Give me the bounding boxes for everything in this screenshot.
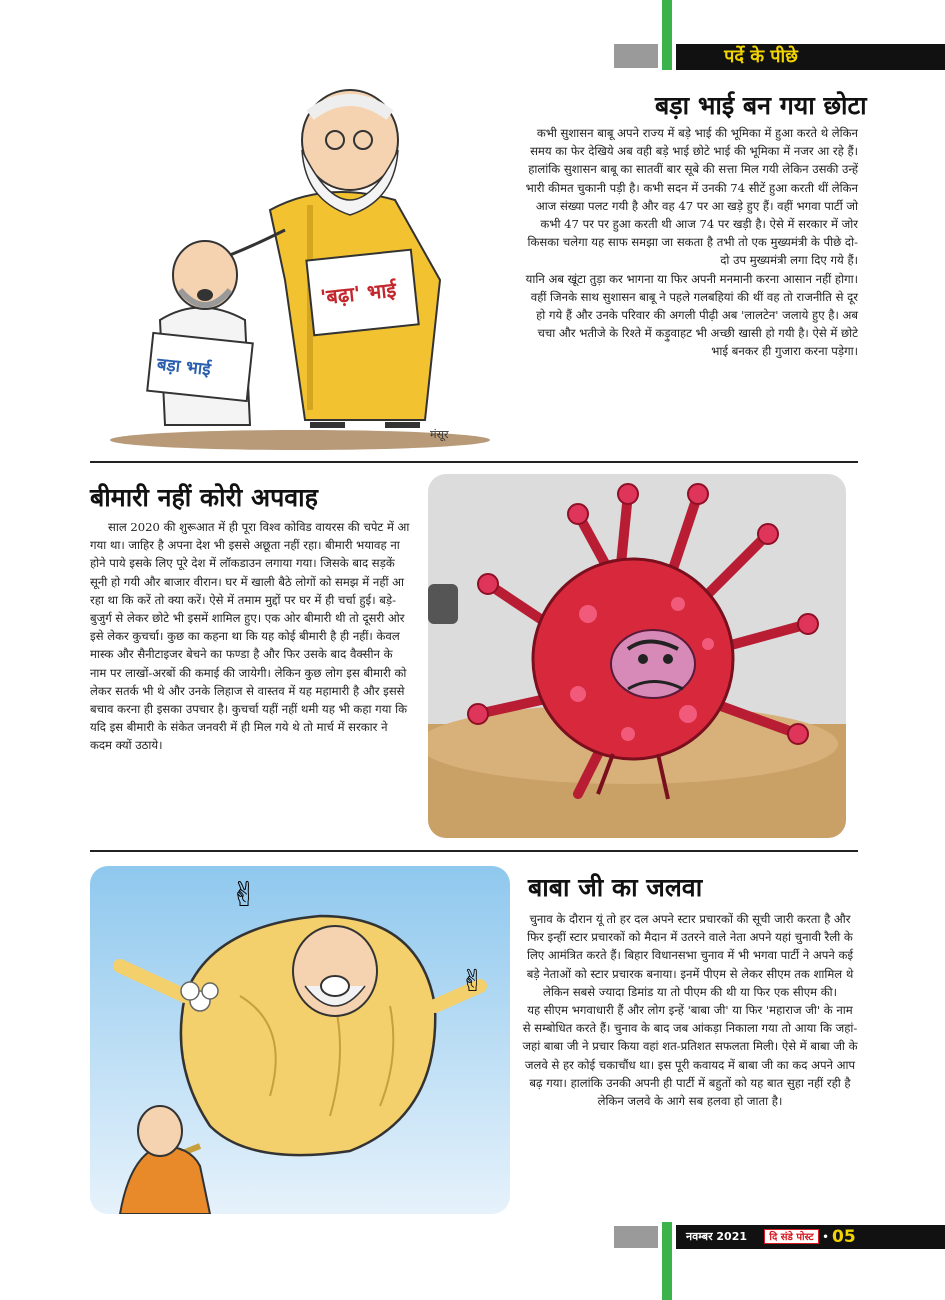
article-1-paragraph: कभी सुशासन बाबू अपने राज्य में बड़े भाई की भूमिका में हुआ करते थे लेकिन समय का फेर देखिये अब वही बड़े भाई छोटे भाई की भूमिका में नजर आ रहे हैं। हालांकि सुशासन बाबू का सातवीं बार सूबे की सत्ता मिल गयी लेकिन उसकी उन्हें भारी कीमत चुकानी पड़ी है। कभी सदन में उनकी 74 सीटें हुआ करती थीं लेकिन आज संख्या पलट गयी है और वह 47 पर आ खड़े हुए हैं। वहीं भगवा पार्टी जो कभी 47 पर पर हुआ करती थी आज 74 पर खड़ी है। ऐसे में सरकार में जोर किसका चलेगा यह साफ समझा जा सकता है तभी तो एक मुख्यमंत्री के पीछे दो-दो उप मुख्यमंत्री लगा दिए गये हैं। [525, 126, 858, 268]
article-3-body [522, 910, 858, 1110]
article-1-headline: बड़ा भाई बन गया छोटा [655, 91, 867, 120]
article-1-paragraph: यानि अब खूंटा तुड़ा कर भागना या फिर अपनी मनमानी करना आसान नहीं होगा। वहीं जिनके साथ सुशासन बाबू ने पहले गलबहियां की थीं वह तो राजनीति से दूर हो गये हैं और उनके परिवार की अगली पीढ़ी अब 'लालटेन' जलाये हुए है। अब चचा और भतीजे के रिश्ते में कड़ुवाहट भी अच्छी खासी हो गयी है। ऐसे में छोटे भाई बनकर ही गुजारा करना पड़ेगा। [525, 271, 858, 359]
cartoon-sign-big: 'बढ़ा' भाई [319, 277, 398, 310]
article-3-headline: बाबा जी का जलवा [528, 873, 703, 902]
footer-accent-bar [662, 1222, 672, 1300]
cartoon-sign-small: बड़ा भाई [155, 354, 212, 381]
article-2-headline: बीमारी नहीं कोरी अपवाह [90, 483, 318, 512]
footer-brand-logo: दि संडे पोस्ट [764, 1229, 819, 1244]
footer-separator-dot: • [822, 1230, 830, 1244]
article-1-body [522, 124, 858, 361]
cartoon-virus [428, 474, 846, 838]
section-title: पर्दे के पीछे [724, 46, 798, 67]
article-3-paragraph: चुनाव के दौरान यूं तो हर दल अपने स्टार प्रचारकों की सूची जारी करता है और फिर इन्हीं स्टार प्रचारकों को मैदान में उतरने वाले नेता अपने यहां चुनावी रैली के लिए आमंत्रित करते हैं। बिहार विधानसभा चुनाव में भी भगवा पार्टी ने अपने कई बड़े नेताओं को स्टार प्रचारक बनाया। इनमें पीएम से लेकर सीएम तक शामिल थे लेकिन सबसे ज्यादा डिमांड या तो पीएम की थी या फिर एक सीएम की। [526, 912, 854, 999]
article-2-body [90, 518, 410, 755]
cartoon-signature: मंसूर [430, 428, 449, 441]
footer-gray-block [614, 1226, 658, 1248]
page-number: 05 [832, 1227, 856, 1247]
section-divider [90, 461, 858, 463]
svg-text:✌: ✌ [230, 875, 259, 915]
header-gray-block [614, 44, 658, 68]
article-2-paragraph: साल 2020 की शुरूआत में ही पूरा विश्व कोविड वायरस की चपेट में आ गया था। जाहिर है अपना देश भी इससे अछूता नहीं रहा। बीमारी भयावह ना होने पाये इसके लिए पूरे देश में लॉकडाउन लगाया गया। जिसके बाद सड़कें सूनी हो गयी और बाजार वीरान। घर में खाली बैठे लोगों को समझ में नहीं आ रहा था कि करें तो क्या करें। ऐसे में तमाम मुद्दों पर घर में ही चर्चा हुई। बड़े-बुजुर्ग से लेकर छोटे भी इसमें शामिल हुए। एक ओर बीमारी थी तो दूसरी ओर इसे लेकर कुचर्चा। कुछ का कहना था कि यह कोई बीमारी है ही नहीं। केवल मास्क और सैनीटाइजर बेचने का फण्डा है और फिर उसके बाद वैक्सीन के नाम पर लाखों-अरबों की कमाई की जायेगी। लेकिन कुछ लोग इस बीमारी को लेकर सतर्क भी थे और उनके लिहाज से वास्तव में यह महामारी है और इससे बचाव करना ही इसका उपचार है। कुचर्चा यहीं नहीं थमी यह भी कहा गया कि यदि इस बीमारी के संकेत जनवरी में ही मिल गये थे तो मार्च में सरकार ने कदम क्यों उठाये। [90, 520, 410, 753]
cartoon-brothers [95, 80, 505, 450]
cartoon-balloon [90, 866, 510, 1214]
section-divider [90, 850, 858, 852]
article-3-paragraph: यह सीएम भगवाधारी हैं और लोग इन्हें 'बाबा जी' या फिर 'महाराज जी' के नाम से सम्बोधित करते हैं। चुनाव के बाद जब आंकड़ा निकाला गया तो आया कि जहां-जहां बाबा जी ने प्रचार किया वहां शत-प्रतिशत सफलता मिली। ऐसे में बाबा जी के जलवे से हर कोई चकाचौंध था। इस पूरी कवायद में बाबा जी का कद अपने आप बढ़ गया। हालांकि उनकी अपनी ही पार्टी में बहुतों को यह बात सुहा नहीं रही है लेकिन जलवे के आगे सब हलवा हो जाता है। [522, 1003, 858, 1109]
svg-text:✌: ✌ [460, 964, 486, 999]
footer-date: नवम्बर 2021 [686, 1230, 748, 1243]
header-accent-bar [662, 0, 672, 70]
